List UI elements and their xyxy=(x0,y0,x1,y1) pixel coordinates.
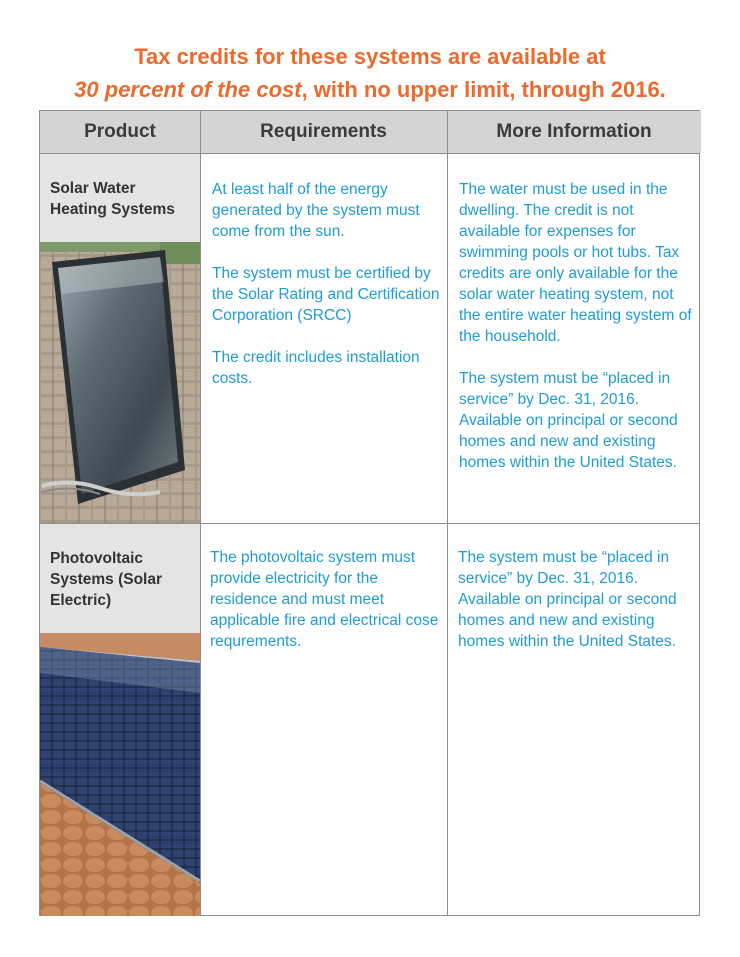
tax-credit-table xyxy=(39,110,700,916)
solar-water-heater-photo xyxy=(40,242,200,523)
requirement-text: At least half of the energy generated by the system must come from the sun. xyxy=(212,181,420,240)
solar-panels-photo xyxy=(40,633,200,916)
product-solar-water-heating: Solar Water Heating Systems xyxy=(40,154,200,242)
info-solar-water-heating xyxy=(459,179,695,473)
requirements-solar-water-heating xyxy=(212,179,442,389)
headline-rest: , with no upper limit, through 2016. xyxy=(301,77,666,102)
header-requirements: Requirements xyxy=(200,111,447,153)
requirement-text: The credit includes installation costs. xyxy=(212,349,420,387)
requirement-text: The system must be certified by the Solar Rating and Certification Corporation (SRCC) xyxy=(212,265,440,324)
requirements-photovoltaic xyxy=(210,547,442,652)
header-product: Product xyxy=(40,111,200,153)
column-divider-2 xyxy=(447,111,448,915)
info-text: The system must be “placed in service” by Dec. 31, 2016. Available on principal or second homes and new and existing homes within the United States. xyxy=(459,370,678,471)
headline-line-1: Tax credits for these systems are available at xyxy=(134,44,606,69)
info-photovoltaic xyxy=(458,547,694,652)
info-text: The system must be “placed in service” by Dec. 31, 2016. Available on principal or second homes and new and existing homes within the United States. xyxy=(458,549,677,650)
column-divider-1 xyxy=(200,111,201,915)
info-text: The water must be used in the dwelling. The credit is not available for expenses for swimming pools or hot tubs. Tax credits are only available for the solar water heating system, not the entire water heating system of the household. xyxy=(459,181,692,345)
requirement-text: The photovoltaic system must provide electricity for the residence and must meet applicable fire and electrical cose requrements. xyxy=(210,549,439,650)
headline-line-2 xyxy=(0,73,740,106)
page-headline xyxy=(0,40,740,106)
header-more-information: More Information xyxy=(447,111,701,153)
product-photovoltaic: Photovoltaic Systems (Solar Electric) xyxy=(40,524,200,633)
headline-emphasis: 30 percent of the cost xyxy=(74,77,302,102)
